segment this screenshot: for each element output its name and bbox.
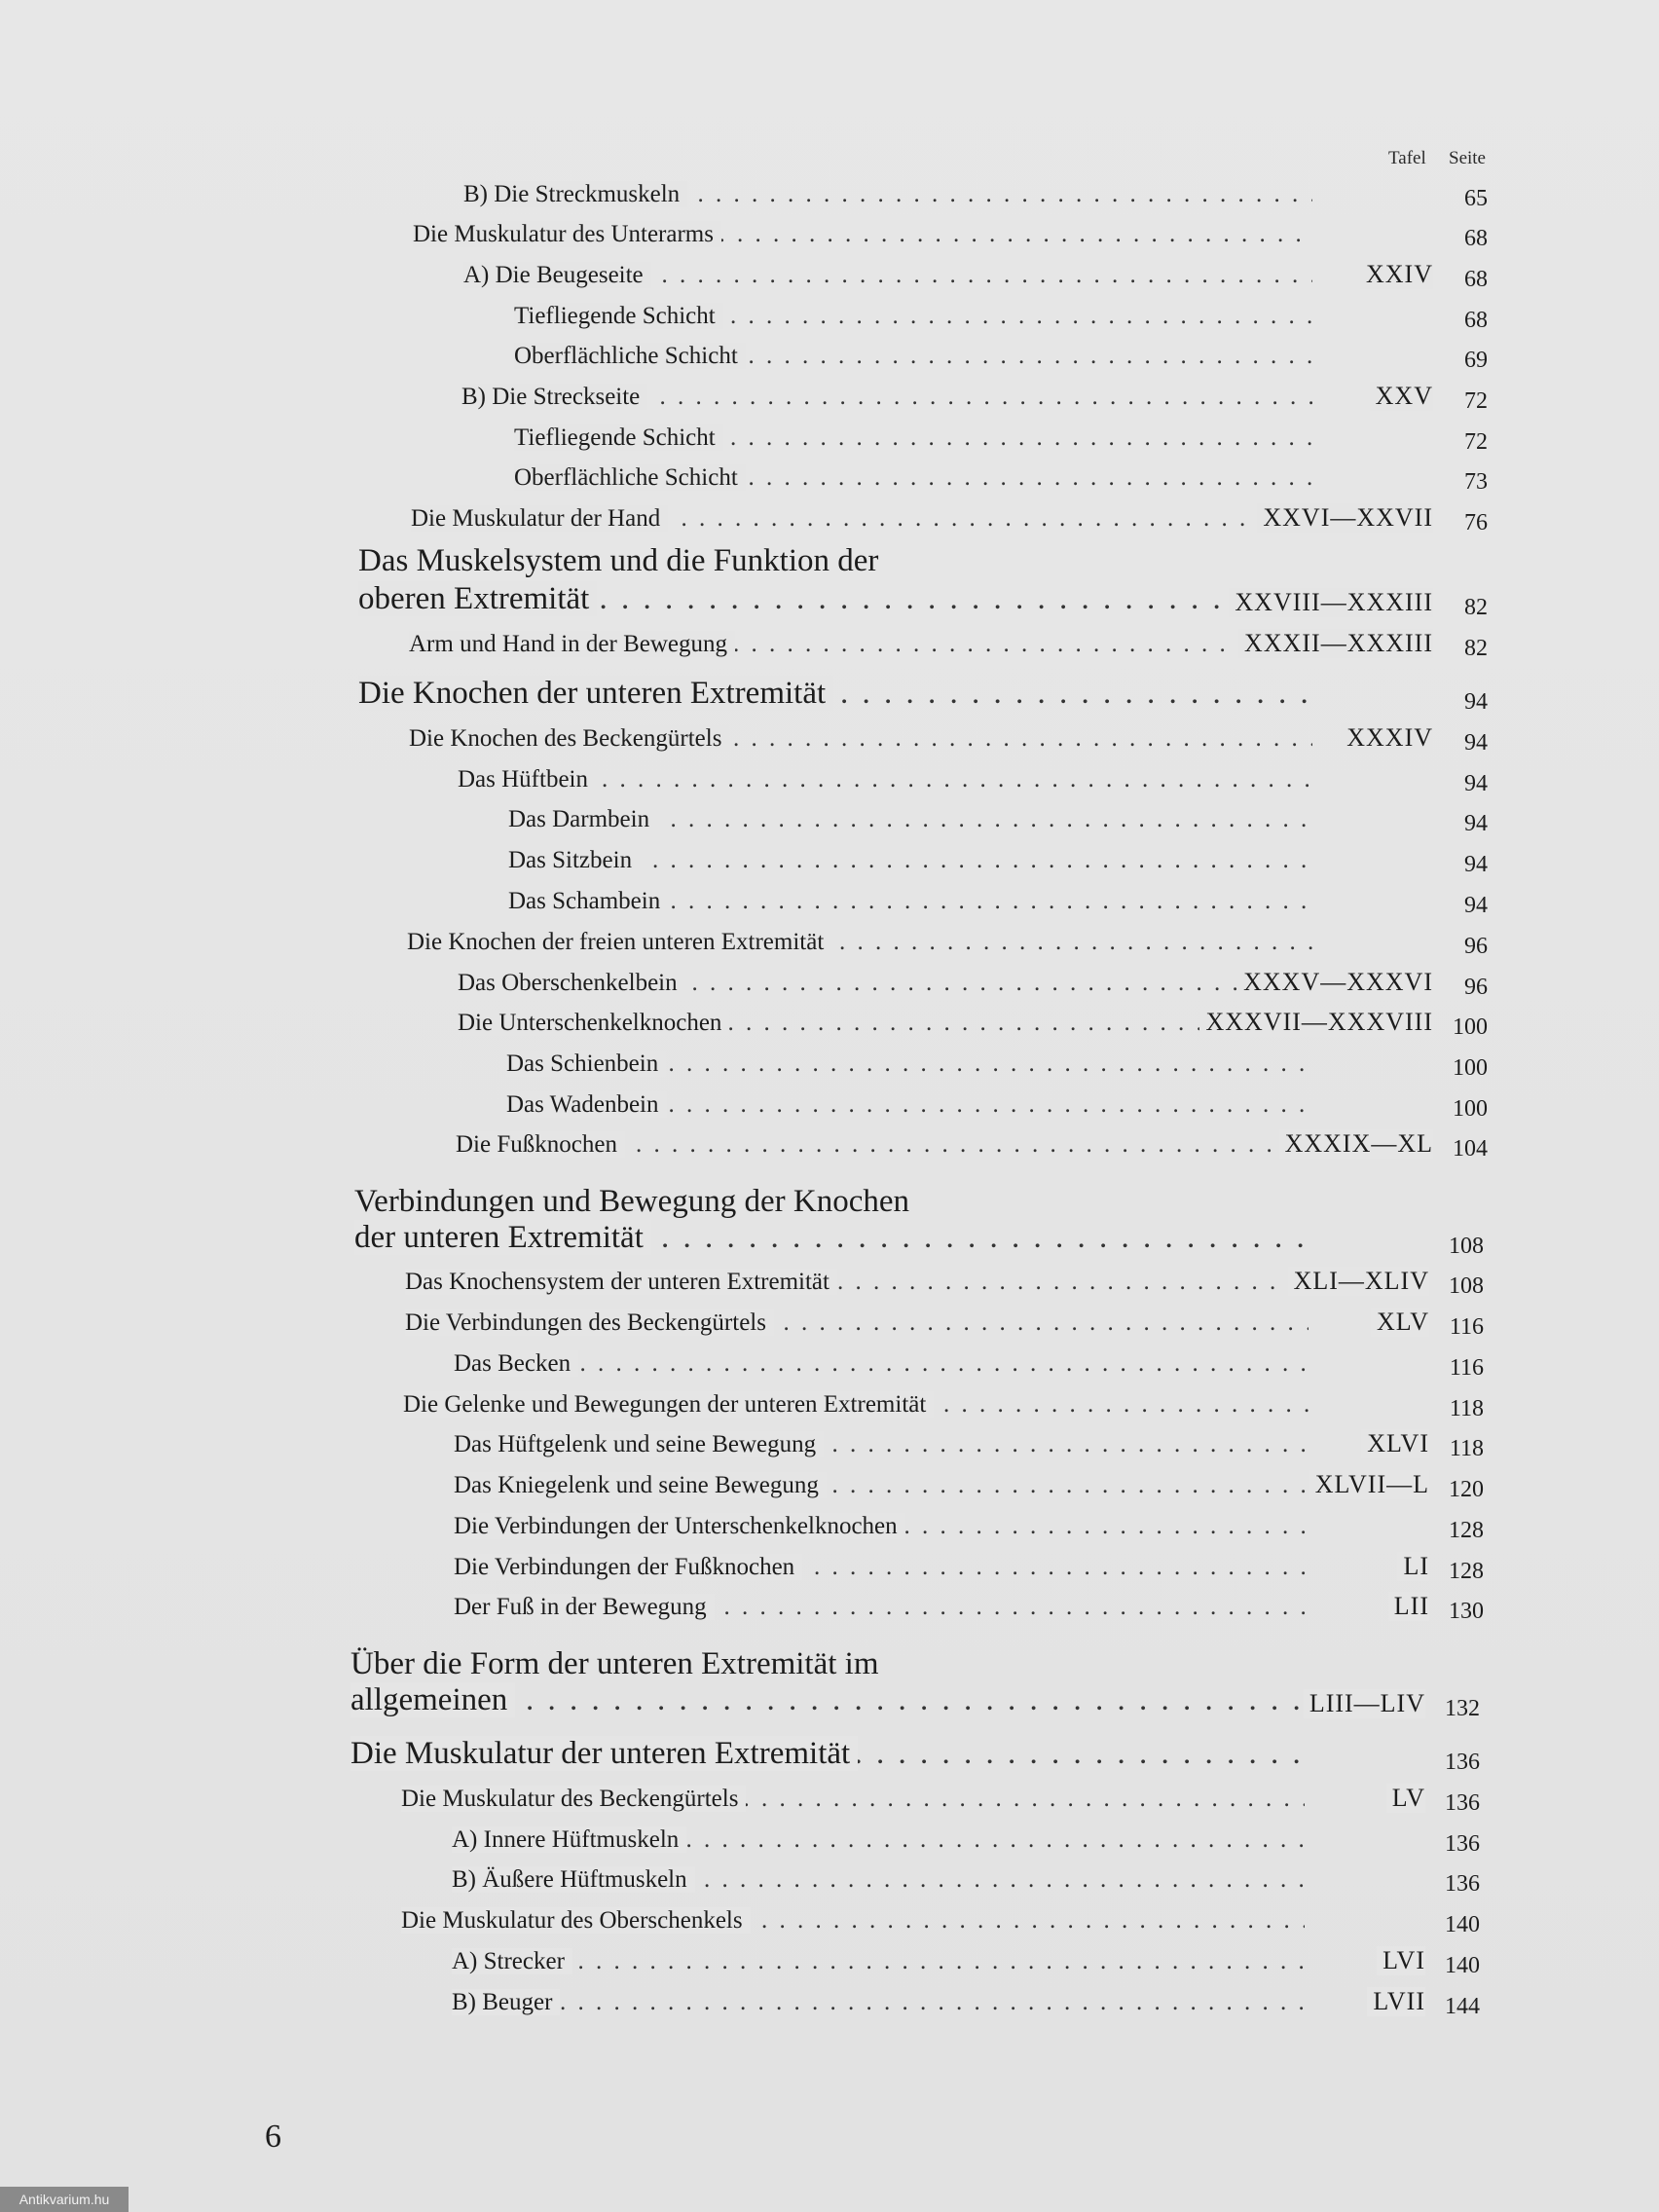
toc-entry: Das Sitzbein . . . 94 (508, 841, 1488, 880)
page-ref: 128 (1449, 1559, 1484, 1584)
page-number: 6 (265, 2119, 281, 2155)
page-ref: 100 (1453, 1055, 1488, 1081)
page-ref: 136 (1445, 1871, 1480, 1897)
toc-section-entry: allgemeinen . . . LIII—LIV 132 (350, 1685, 1480, 1724)
page-ref: 118 (1449, 1436, 1484, 1461)
page-ref: 82 (1464, 595, 1488, 620)
page-ref: 69 (1464, 348, 1488, 373)
watermark: Antikvarium.hu (0, 2187, 129, 2212)
page-ref: 100 (1453, 1096, 1488, 1122)
toc-entry: Der Fuß in der Bewegung . . . LII 130 (454, 1588, 1484, 1627)
page-ref: 94 (1464, 811, 1488, 836)
toc-entry: Die Knochen des Beckengürtels . . . XXXIV 94 (409, 719, 1488, 758)
page-ref: 65 (1464, 186, 1488, 211)
page-ref: 116 (1449, 1355, 1484, 1381)
toc-entry: Das Kniegelenk und seine Bewegung . . . XLVII—L 120 (454, 1466, 1484, 1505)
page-ref: 140 (1445, 1953, 1480, 1978)
toc-entry: Die Muskulatur des Beckengürtels . . . LV 136 (401, 1780, 1480, 1819)
toc-entry: Tiefliegende Schicht . . . 68 (514, 297, 1488, 336)
page-ref: 120 (1449, 1477, 1484, 1502)
page-ref: 96 (1464, 934, 1488, 959)
toc-entry: Die Muskulatur des Unterarms . . . 68 (413, 215, 1488, 254)
toc-entry: Das Hüftbein . . . 94 (458, 760, 1488, 799)
page-ref: 94 (1464, 771, 1488, 796)
page-ref: 68 (1464, 308, 1488, 333)
section-heading: Verbindungen und Bewegung der Knochen (354, 1184, 910, 1219)
page-ref: 94 (1464, 689, 1488, 715)
page-ref: 116 (1449, 1314, 1484, 1340)
page-ref: 94 (1464, 893, 1488, 918)
toc-entry: Die Verbindungen des Beckengürtels . . . XLV 116 (405, 1304, 1484, 1343)
page-ref: 128 (1449, 1518, 1484, 1543)
toc-entry: Das Darmbein . . . 94 (508, 800, 1488, 839)
page-ref: 82 (1464, 636, 1488, 661)
toc-section-entry: der unteren Extremität . . . 108 (354, 1223, 1484, 1262)
toc-entry: Tiefliegende Schicht . . . 72 (514, 419, 1488, 458)
section-heading: Das Muskelsystem und die Funktion der (358, 543, 879, 578)
toc-entry: Die Unterschenkelknochen . . . XXXVII—XXXVIII 100 (458, 1004, 1488, 1043)
page-ref: 132 (1445, 1696, 1480, 1721)
toc-entry: B) Die Streckmuskeln . . . 65 (463, 175, 1488, 214)
page-ref: 100 (1453, 1014, 1488, 1040)
page-ref: 130 (1449, 1599, 1484, 1624)
page-ref: 144 (1445, 1994, 1480, 2019)
page-ref: 104 (1453, 1136, 1488, 1161)
toc-entry: B) Die Streckseite . . . XXV 72 (461, 378, 1488, 417)
page-ref: 118 (1449, 1396, 1484, 1421)
toc-entry: Das Schambein . . . 94 (508, 882, 1488, 921)
toc-entry: Die Muskulatur der Hand . . . XXVI—XXVII 76 (411, 499, 1488, 538)
page-ref: 136 (1445, 1790, 1480, 1816)
column-header-tafel: Tafel (1388, 148, 1426, 168)
toc-entry: Die Gelenke und Bewegungen der unteren Extremität . . . 118 (403, 1385, 1484, 1424)
page-ref: 140 (1445, 1912, 1480, 1937)
toc-entry: A) Strecker . . . LVI 140 (452, 1942, 1480, 1981)
toc-entry: B) Beuger . . . LVII 144 (452, 1983, 1480, 2022)
page-ref: 94 (1464, 730, 1488, 756)
toc-entry: Die Knochen der freien unteren Extremität . . . 96 (407, 923, 1488, 962)
page-ref: 73 (1464, 469, 1488, 495)
column-header-seite: Seite (1449, 148, 1486, 168)
toc-entry: Die Verbindungen der Fußknochen . . . LI 128 (454, 1548, 1484, 1587)
toc-entry: A) Innere Hüftmuskeln . . . 136 (452, 1821, 1480, 1860)
toc-section-entry: Die Knochen der unteren Extremität . . . 94 (358, 679, 1488, 718)
page-ref: 108 (1449, 1273, 1484, 1299)
toc-entry: Das Knochensystem der unteren Extremität . . . XLI—XLIV 108 (405, 1263, 1484, 1302)
page-ref: 68 (1464, 267, 1488, 292)
page-ref: 76 (1464, 510, 1488, 535)
toc-entry: Das Schienbein . . . 100 (506, 1045, 1488, 1084)
toc-entry: Das Becken . . . 116 (454, 1345, 1484, 1383)
toc-entry: Die Muskulatur des Oberschenkels . . . 140 (401, 1901, 1480, 1940)
page-ref: 72 (1464, 388, 1488, 414)
toc-entry: Die Fußknochen . . . XXXIX—XL 104 (456, 1125, 1488, 1164)
toc-entry: A) Die Beugeseite . . . XXIV 68 (463, 256, 1488, 295)
page-ref: 136 (1445, 1831, 1480, 1857)
page-ref: 136 (1445, 1750, 1480, 1775)
toc-entry: Arm und Hand in der Bewegung . . . XXXII—XXXIII 82 (409, 625, 1488, 664)
toc-entry: Das Hüftgelenk und seine Bewegung . . . XLVI 118 (454, 1425, 1484, 1464)
toc-entry: Oberflächliche Schicht . . . 69 (514, 337, 1488, 376)
toc-entry: Oberflächliche Schicht . . . 73 (514, 459, 1488, 498)
toc-section-entry: Die Muskulatur der unteren Extremität . . . 136 (350, 1739, 1480, 1778)
toc-section-entry: oberen Extremität . . . XXVIII—XXXIII 82 (358, 584, 1488, 623)
section-heading: Über die Form der unteren Extremität im (350, 1646, 879, 1681)
page-ref: 72 (1464, 429, 1488, 455)
page-ref: 108 (1449, 1234, 1484, 1259)
page-ref: 68 (1464, 226, 1488, 251)
toc-entry: Die Verbindungen der Unterschenkelknochen . . . 128 (454, 1507, 1484, 1546)
toc-entry: B) Äußere Hüftmuskeln . . . 136 (452, 1861, 1480, 1899)
page-ref: 94 (1464, 852, 1488, 877)
toc-entry: Das Oberschenkelbein . . . XXXV—XXXVI 96 (458, 964, 1488, 1003)
page-ref: 96 (1464, 975, 1488, 1000)
toc-entry: Das Wadenbein . . . 100 (506, 1086, 1488, 1124)
